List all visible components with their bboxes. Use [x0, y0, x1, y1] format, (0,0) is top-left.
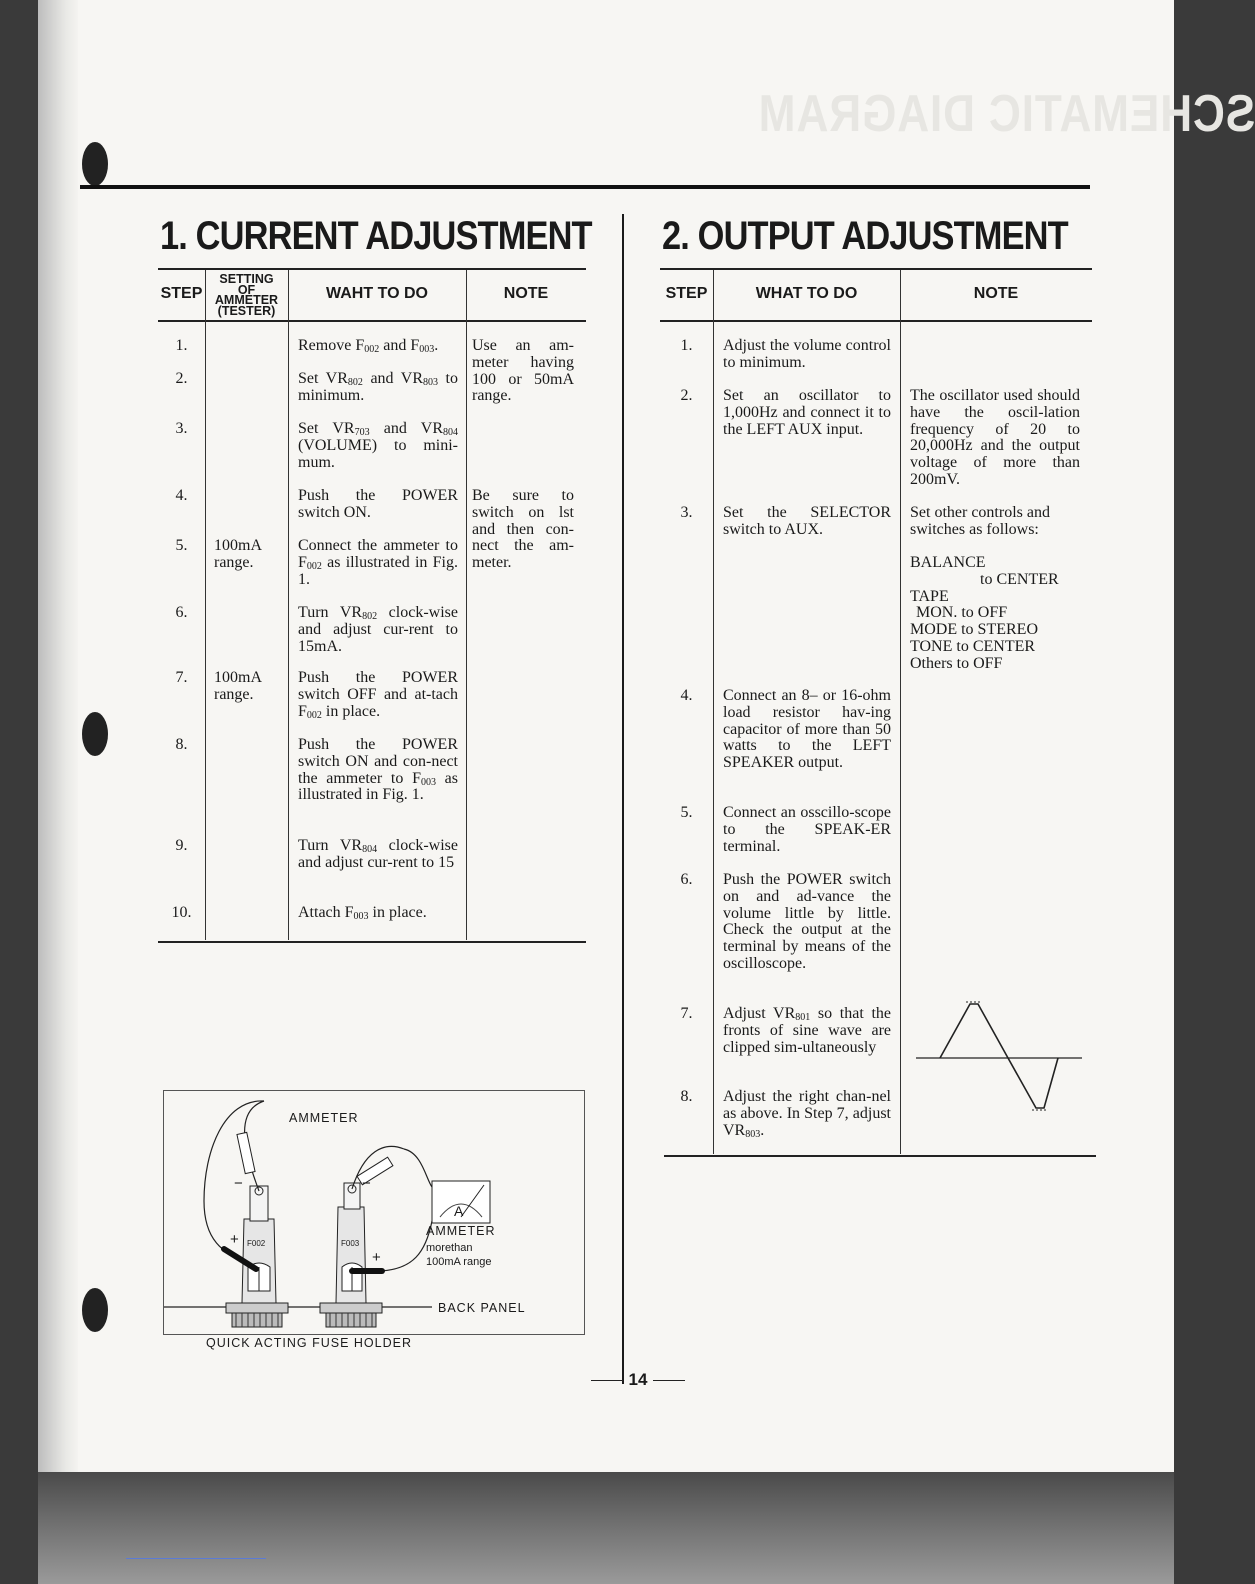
step-number: 4. — [175, 487, 188, 504]
header-step-right: STEP — [665, 285, 708, 302]
left-table-top-rule — [158, 268, 586, 270]
instruction-text: Adjust the volume control to minimum. — [723, 337, 891, 371]
instruction-text: Attach $F_{003}$ in place. — [298, 904, 427, 922]
left-col-line — [466, 270, 467, 940]
step-number: 4. — [680, 687, 693, 704]
binder-hole — [82, 1288, 108, 1332]
instruction-text: Push the POWER switch OFF and at-tach $F_{002}$ in place. — [298, 669, 458, 721]
instruction-text: Remove $F_{002}$ and $F_{003}$. — [298, 337, 439, 355]
step-number: 6. — [175, 604, 188, 621]
control-settings-list: BALANCE to CENTER TAPE MON. to OFF MODE to STEREO TONE to CENTER Others to OFF — [910, 554, 1059, 672]
step-number: 8. — [680, 1088, 693, 1105]
header-what-to-do: WAHT TO DO — [326, 285, 428, 302]
step-number: 5. — [175, 537, 188, 554]
left-col-line — [205, 270, 206, 940]
ammeter-label-top: AMMETER — [289, 1111, 359, 1125]
step-number: 6. — [680, 871, 693, 888]
right-col-line — [900, 270, 901, 1154]
note-oscillator: The oscillator used should have the oscil-lation frequency of 20 to 20,000Hz and the output voltage of more than 200mV. — [910, 387, 1080, 488]
instruction-text: Push the POWER switch ON. — [298, 487, 458, 521]
minus-sign-left: − — [234, 1175, 243, 1192]
clipped-sine-wave-icon — [916, 996, 1086, 1116]
right-table-bottom-rule — [664, 1155, 1096, 1157]
instruction-text: Set the SELECTOR switch to AUX. — [723, 504, 891, 538]
scan-background — [38, 1472, 1174, 1584]
step-number: 7. — [680, 1005, 693, 1022]
binding-edge — [38, 0, 78, 1472]
header-step: STEP — [160, 285, 203, 302]
header-setting: SETTING OF AMMETER (TESTER) — [214, 272, 279, 318]
header-note-right: NOTE — [973, 285, 1019, 302]
right-table-top-rule — [660, 268, 1092, 270]
instruction-text: Push the POWER switch on and ad-vance the volume little by little. Check the output at the terminal by means of the oscilloscope. — [723, 871, 891, 972]
output-adjustment-title: 2. OUTPUT ADJUSTMENT — [662, 214, 1068, 258]
instruction-text: Adjust $VR_{801}$ so that the fronts of sine wave are clipped sim-ultaneously — [723, 1005, 891, 1056]
instruction-text: Set $VR_{703}$ and $VR_{804}$ (VOLUME) to mini-mum. — [298, 420, 458, 471]
ammeter-setting: 100mA range. — [214, 669, 262, 703]
f003-label: F003 — [341, 1239, 360, 1248]
step-number: 9. — [175, 837, 188, 854]
step-number: 7. — [175, 669, 188, 686]
step-number: 1. — [175, 337, 188, 354]
instruction-text: Set an oscillator to 1,000Hz and connect it to the LEFT AUX input. — [723, 387, 891, 438]
binder-hole — [82, 712, 108, 756]
left-table-bottom-rule — [158, 941, 586, 943]
instruction-text: Push the POWER switch ON and con-nect the ammeter to $F_{003}$ as illustrated in Fig. 1. — [298, 736, 458, 804]
step-number: 1. — [680, 337, 693, 354]
scan-artifact-line — [126, 1558, 266, 1559]
current-adjustment-title: 1. CURRENT ADJUSTMENT — [160, 214, 592, 258]
f002-label: F002 — [247, 1239, 266, 1248]
step-number: 2. — [680, 387, 693, 404]
instruction-text: Connect an osscillo-scope to the SPEAK-ER terminal. — [723, 804, 891, 855]
note-other-controls: Set other controls and switches as follows: — [910, 504, 1050, 538]
meter-letter: A — [454, 1203, 465, 1219]
instruction-text: Connect an 8– or 16-ohm load resistor hav-ing capacitor of more than 50 watts to the LEFT SPEAKER output. — [723, 687, 891, 772]
step-number: 10. — [171, 904, 192, 921]
left-col-line — [288, 270, 289, 940]
page-number: 14 — [568, 1370, 708, 1390]
manual-page — [38, 0, 1255, 1472]
instruction-text: Connect the ammeter to $F_{002}$ as illustrated in Fig. 1. — [298, 537, 458, 588]
fuse-holder-figure — [163, 1090, 585, 1335]
step-number: 3. — [175, 420, 188, 437]
plus-sign-right: + — [372, 1249, 381, 1266]
step-number: 3. — [680, 504, 693, 521]
figure-caption: QUICK ACTING FUSE HOLDER — [206, 1336, 412, 1350]
step-number: 5. — [680, 804, 693, 821]
ammeter-setting: 100mA range. — [214, 537, 262, 571]
ammeter-label-right: AMMETER — [426, 1224, 496, 1238]
note-ammeter: Use an am-meter having 100 or 50mA range. — [472, 337, 574, 405]
right-table-header-rule — [660, 320, 1092, 322]
ammeter-range-note: morethan 100mA range — [426, 1242, 492, 1268]
column-divider — [622, 214, 624, 1384]
header-note: NOTE — [503, 285, 549, 302]
minus-sign-right: − — [362, 1175, 371, 1192]
binder-hole — [82, 142, 108, 186]
plus-sign-left: + — [230, 1231, 239, 1248]
note-switch-on: Be sure to switch on lst and then con-nect the am-meter. — [472, 487, 574, 572]
back-panel-label: BACK PANEL — [438, 1301, 526, 1315]
fuse-holder-diagram — [164, 1091, 584, 1334]
instruction-text: Adjust the right chan-nel as above. In Step 7, adjust $VR_{803}$. — [723, 1088, 891, 1140]
left-table-header-rule — [158, 320, 586, 322]
instruction-text: Turn $VR_{802}$ clock-wise and adjust cur-rent to 15mA. — [298, 604, 458, 655]
header-what-to-do-right: WHAT TO DO — [755, 285, 858, 302]
step-number: 2. — [175, 370, 188, 387]
instruction-text: Turn $VR_{804}$ clock-wise and adjust cur-rent to 15 — [298, 837, 458, 871]
instruction-text: Set $VR_{802}$ and $VR_{803}$ to minimum. — [298, 370, 458, 404]
step-number: 8. — [175, 736, 188, 753]
right-col-line — [713, 270, 714, 1154]
bleed-through-title: SCHEMATIC DIAGRAM — [757, 85, 1255, 143]
top-rule — [80, 185, 1090, 189]
